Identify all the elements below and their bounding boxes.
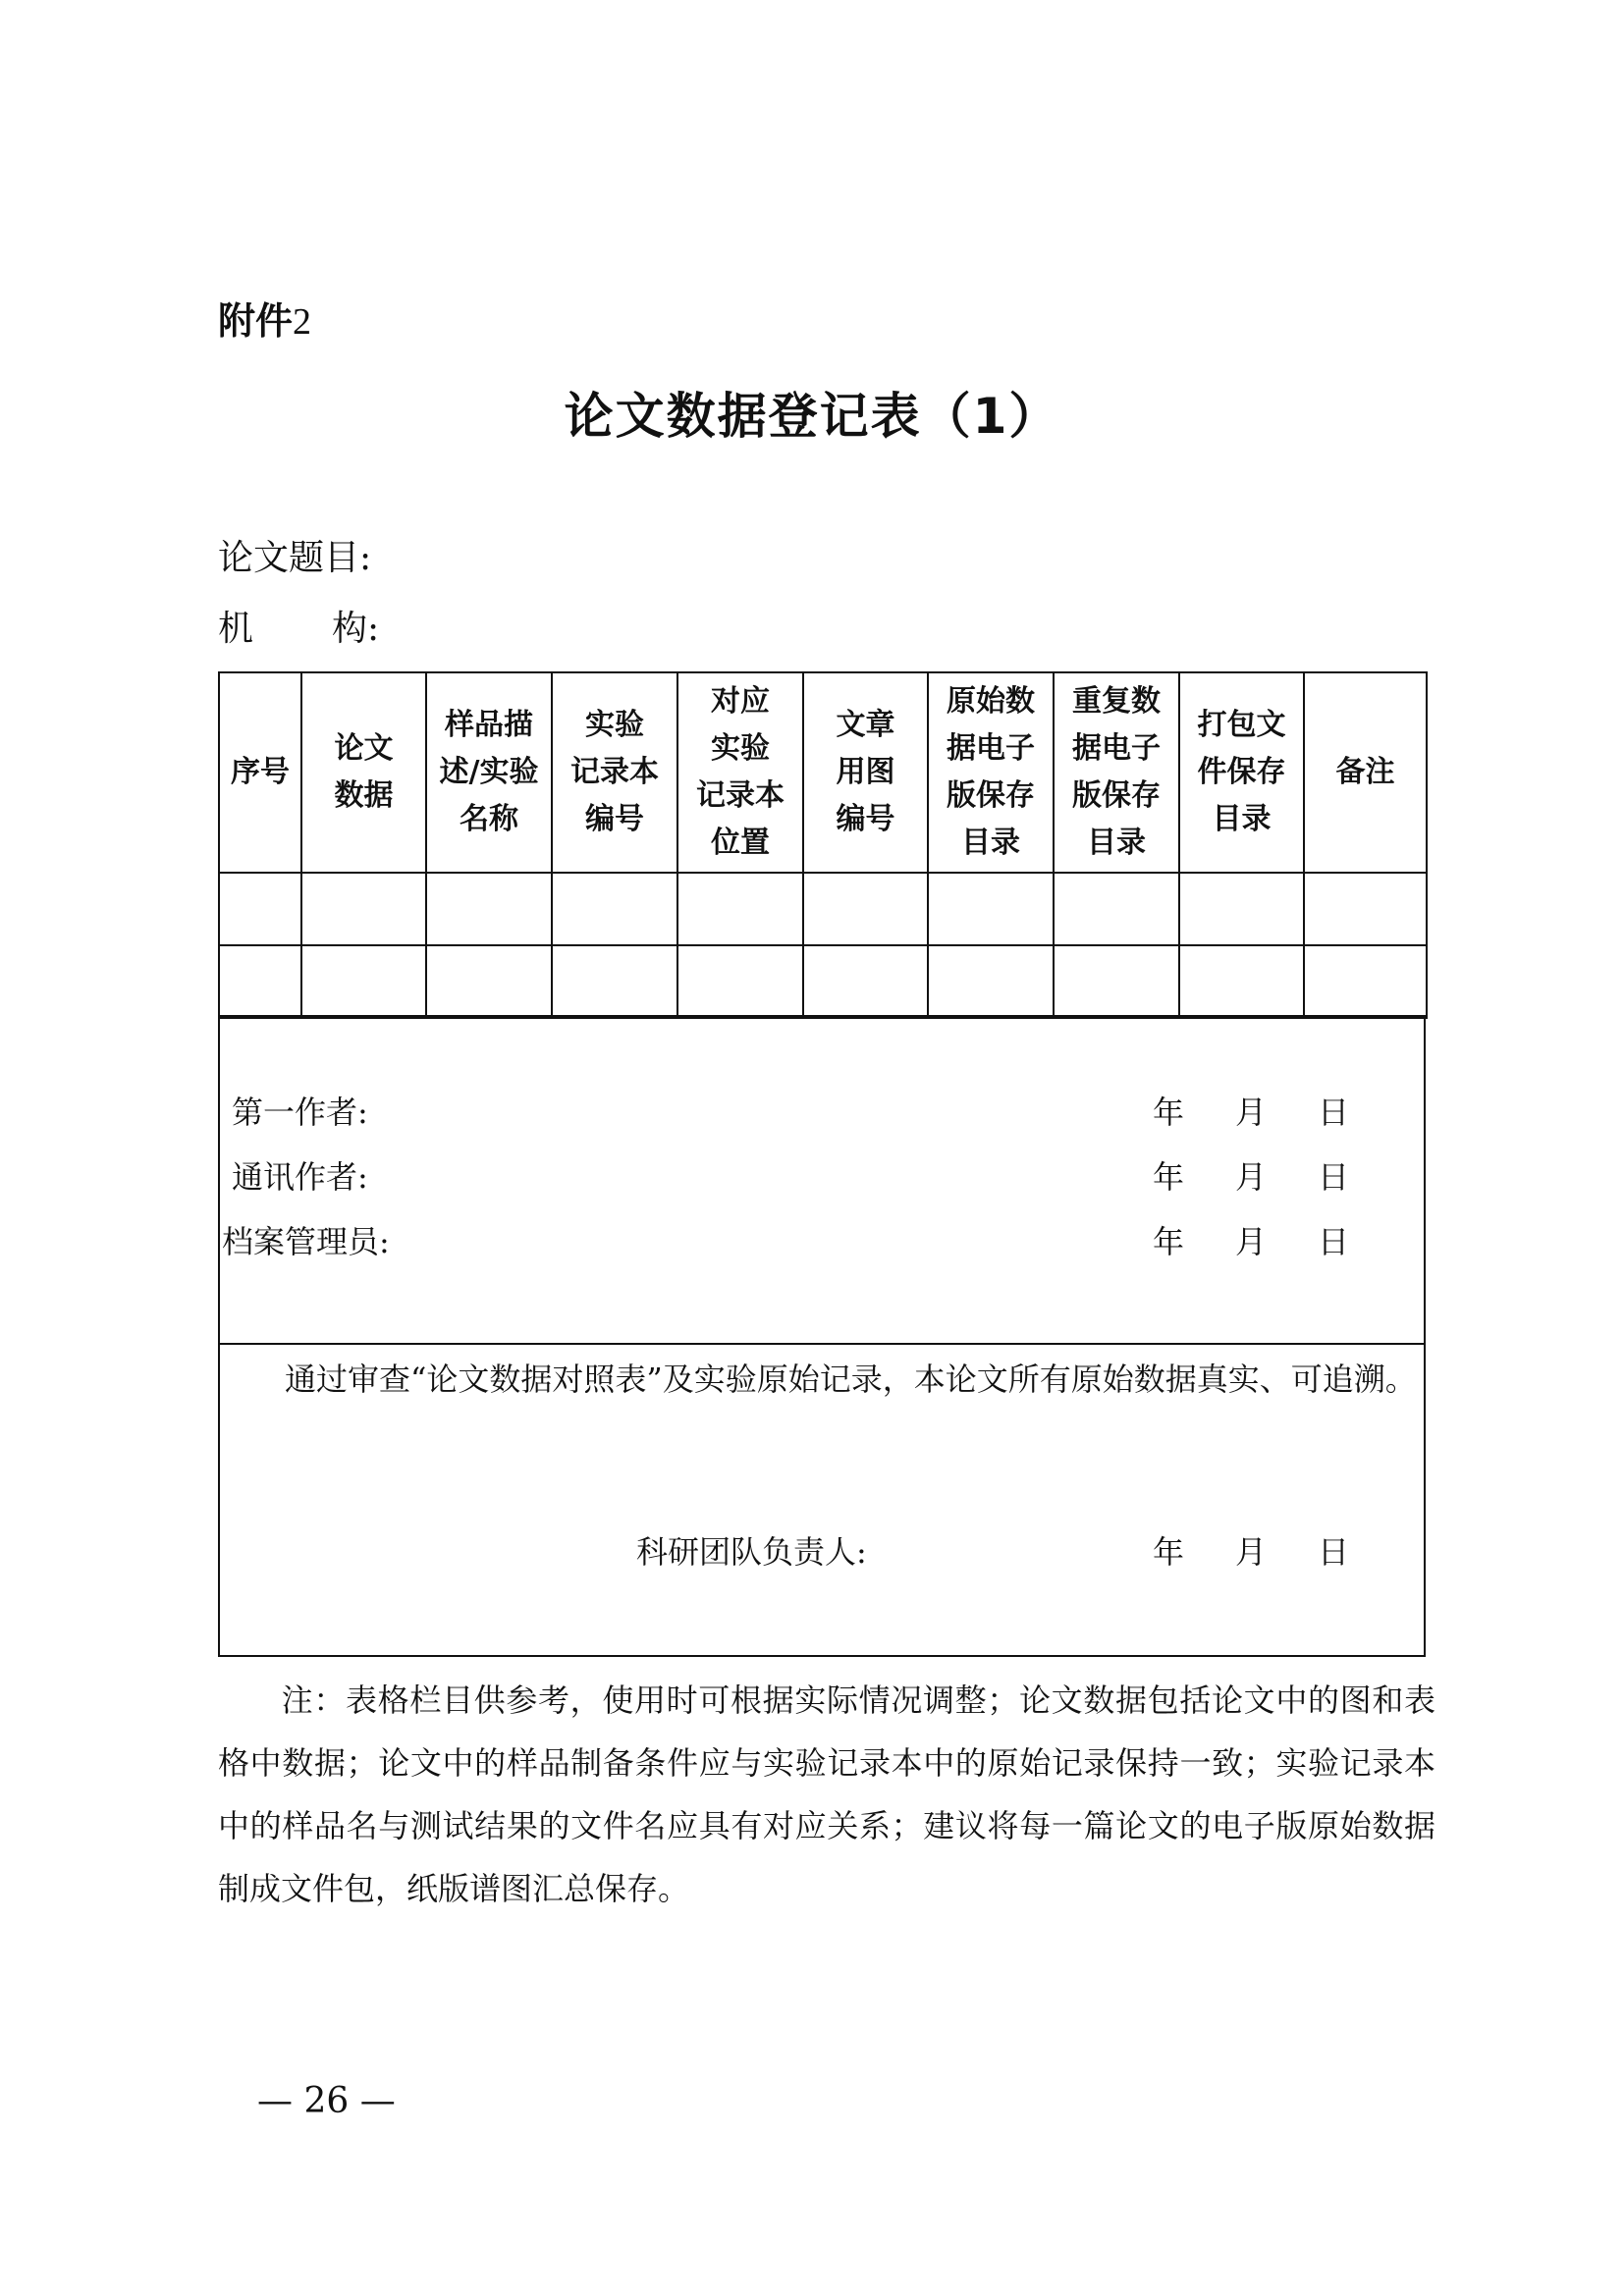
first-author-label: 第一作者:: [232, 1094, 368, 1131]
table-header-line: 实验: [585, 708, 644, 742]
year-label: 年: [1153, 1158, 1185, 1196]
review-statement: 通过审查“论文数据对照表”及实验原始记录，本论文所有原始数据真实、可追溯。: [285, 1361, 1417, 1398]
table-cell[interactable]: [1304, 945, 1427, 1018]
table-header-cell: [803, 672, 928, 873]
table-cell[interactable]: [219, 945, 301, 1018]
table-row: [219, 945, 1427, 1018]
table-cell[interactable]: [301, 945, 426, 1018]
team-leader-label: 科研团队负责人:: [636, 1533, 867, 1571]
table-header-line: 用图: [836, 755, 895, 789]
table-cell[interactable]: [1179, 945, 1304, 1018]
table-header-line: 数据: [334, 778, 394, 813]
year-label: 年: [1153, 1223, 1185, 1260]
table-header-cell: [1179, 672, 1304, 873]
table-header-line: 对应: [711, 684, 770, 719]
table-header-line: 述/实验: [439, 755, 539, 789]
table-header-line: 文章: [836, 708, 895, 742]
table-header-line: 位置: [711, 826, 770, 860]
table-header-line: 备注: [1335, 755, 1395, 789]
year-label: 年: [1153, 1094, 1185, 1131]
table-cell[interactable]: [301, 873, 426, 945]
month-label: 月: [1235, 1094, 1268, 1131]
day-label: 日: [1318, 1533, 1350, 1571]
page-number: — 26 —: [257, 2081, 396, 2121]
table-header-line: 目录: [1087, 826, 1146, 860]
institution-label-part1: 机: [218, 609, 254, 649]
day-label: 日: [1318, 1094, 1350, 1131]
table-header-cell: [677, 672, 803, 873]
table-header-cell: [301, 672, 426, 873]
table-cell[interactable]: [426, 945, 552, 1018]
table-header-cell: [1054, 672, 1179, 873]
institution-label-part2: 构:: [332, 609, 380, 649]
review-section: [218, 1345, 1426, 1657]
table-cell[interactable]: [1304, 873, 1427, 945]
attachment-number: 2: [293, 301, 312, 343]
table-header-line: 重复数: [1072, 684, 1161, 719]
month-label: 月: [1235, 1158, 1268, 1196]
institution-label: [218, 601, 379, 651]
table-header-cell: [1304, 672, 1427, 873]
attachment-text: 附件: [218, 299, 294, 343]
table-row: [219, 873, 1427, 945]
table-cell[interactable]: [677, 945, 803, 1018]
archivist-label: 档案管理员:: [222, 1223, 390, 1260]
footnote: [218, 1669, 1435, 1920]
table-header-line: 版保存: [947, 778, 1035, 813]
table-cell[interactable]: [552, 945, 677, 1018]
signature-section: [218, 1015, 1426, 1345]
month-label: 月: [1235, 1533, 1268, 1571]
table-header-cell: [219, 672, 301, 873]
table-header-line: 打包文: [1197, 708, 1286, 742]
registration-table: [218, 671, 1428, 1019]
table-header-line: 据电子: [1072, 731, 1161, 766]
table-cell[interactable]: [1179, 873, 1304, 945]
table-cell[interactable]: [928, 945, 1054, 1018]
table-cell[interactable]: [1054, 873, 1179, 945]
table-header-line: 记录本: [570, 755, 659, 789]
month-label: 月: [1235, 1223, 1268, 1260]
table-cell[interactable]: [928, 873, 1054, 945]
table-cell[interactable]: [219, 873, 301, 945]
table-header-cell: [928, 672, 1054, 873]
day-label: 日: [1318, 1158, 1350, 1196]
table-header-line: 版保存: [1072, 778, 1161, 813]
table-header-cell: [426, 672, 552, 873]
table-header-line: 原始数: [947, 684, 1035, 719]
footnote-text: 注：表格栏目供参考，使用时可根据实际情况调整；论文数据包括论文中的图和表格中数据；论文中的样品制备条件应与实验记录本中的原始记录保持一致；实验记录本中的样品名与测试结果的文件名应具有对应关系；建议将每一篇论文的电子版原始数据制成文件包，纸版谱图汇总保存。: [218, 1682, 1435, 1907]
table-header-line: 编号: [836, 802, 895, 836]
table-header-line: 序号: [231, 755, 290, 789]
table-header-line: 实验: [711, 731, 770, 766]
day-label: 日: [1318, 1223, 1350, 1260]
table-cell[interactable]: [426, 873, 552, 945]
table-cell[interactable]: [803, 873, 928, 945]
table-cell[interactable]: [803, 945, 928, 1018]
table-header-line: 目录: [1212, 802, 1272, 836]
table-cell[interactable]: [552, 873, 677, 945]
table-header-row: [219, 672, 1427, 873]
table-header-line: 名称: [460, 802, 518, 836]
attachment-label: [218, 291, 311, 345]
corresponding-author-label: 通讯作者:: [232, 1158, 368, 1196]
year-label: 年: [1153, 1533, 1185, 1571]
table-header-line: 记录本: [696, 778, 785, 813]
table-header-line: 据电子: [947, 731, 1035, 766]
table-header-line: 编号: [585, 802, 644, 836]
table-header-line: 目录: [961, 826, 1020, 860]
table-header-line: 样品描: [445, 708, 533, 742]
table-header-cell: [552, 672, 677, 873]
document-title: 论文数据登记表（1）: [564, 388, 1060, 445]
table-cell[interactable]: [1054, 945, 1179, 1018]
table-header-line: 论文: [334, 731, 394, 766]
table-cell[interactable]: [677, 873, 803, 945]
paper-title-label: 论文题目:: [218, 538, 372, 578]
table-header-line: 件保存: [1197, 755, 1286, 789]
